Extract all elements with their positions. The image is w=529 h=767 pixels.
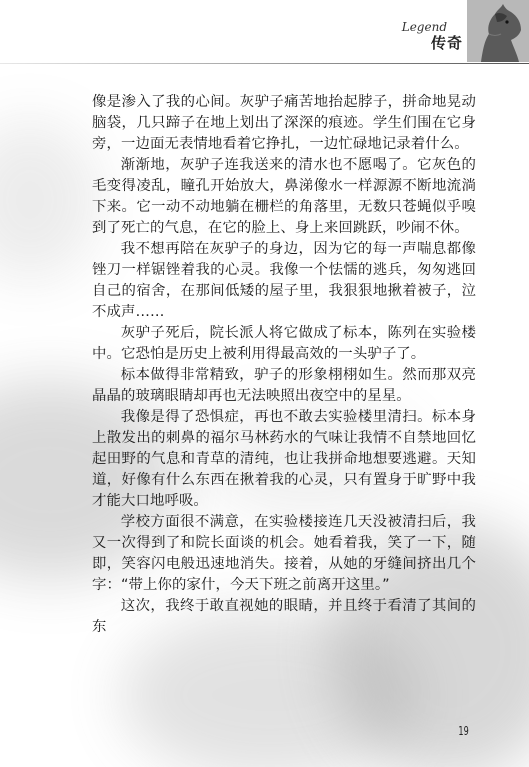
paragraph: 这次，我终于敢直视她的眼睛，并且终于看清了其间的东 xyxy=(92,598,476,635)
page-number: 19 xyxy=(458,724,469,738)
header-rule xyxy=(0,63,529,64)
paragraph: 我像是得了恐惧症，再也不敢去实验楼里清扫。标本身上散发出的刺鼻的福尔马林药水的气味让我情不自禁地回忆起田野的气息和青草的清纯，也让我拼命地想要逃避。天知道，好像有什么东西在揪着我的心灵，只有置身于旷野中我才能大口地呼吸。 xyxy=(92,409,476,509)
paragraph: 渐渐地，灰驴子连我送来的清水也不愿喝了。它灰色的毛变得凌乱，瞳孔开始放大，鼻涕像水一样源源不断地流淌下来。它一动不动地躺在栅栏的角落里，无数只苍蝇似乎嗅到了死亡的气息，在它的脸上、身上来回跳跃，吵闹不休。 xyxy=(92,157,476,236)
article-body xyxy=(92,92,476,638)
header-brand xyxy=(402,20,463,52)
horse-logo-icon xyxy=(467,0,529,62)
paragraph: 灰驴子死后，院长派人将它做成了标本，陈列在实验楼中。它恐怕是历史上被利用得最高效的一头驴子了。 xyxy=(92,325,476,362)
paragraph: 标本做得非常精致，驴子的形象栩栩如生。然而那双亮晶晶的玻璃眼睛却再也无法映照出夜空中的星星。 xyxy=(92,367,476,404)
legend-wordmark: Legend xyxy=(401,20,447,34)
paragraph: 像是渗入了我的心间。灰驴子痛苦地抬起脖子，拼命地晃动脑袋，几只蹄子在地上划出了深深的痕迹。学生们围在它身旁，一边面无表情地看着它挣扎，一边忙碌地记录着什么。 xyxy=(92,94,476,152)
magazine-title: 传奇 xyxy=(430,34,463,52)
paragraph: 学校方面很不满意，在实验楼接连几天没被清扫后，我又一次得到了和院长面谈的机会。她看着我，笑了一下，随即，笑容闪电般迅速地消失。接着，从她的牙缝间挤出几个字：“带上你的家什，今天下班之前离开这里。” xyxy=(92,514,476,593)
paragraph: 我不想再陪在灰驴子的身边，因为它的每一声喘息都像锉刀一样锯锉着我的心灵。我像一个怯懦的逃兵，匆匆逃回自己的宿舍，在那间低矮的屋子里，我狠狠地揪着被子，泣不成声…… xyxy=(92,241,476,320)
